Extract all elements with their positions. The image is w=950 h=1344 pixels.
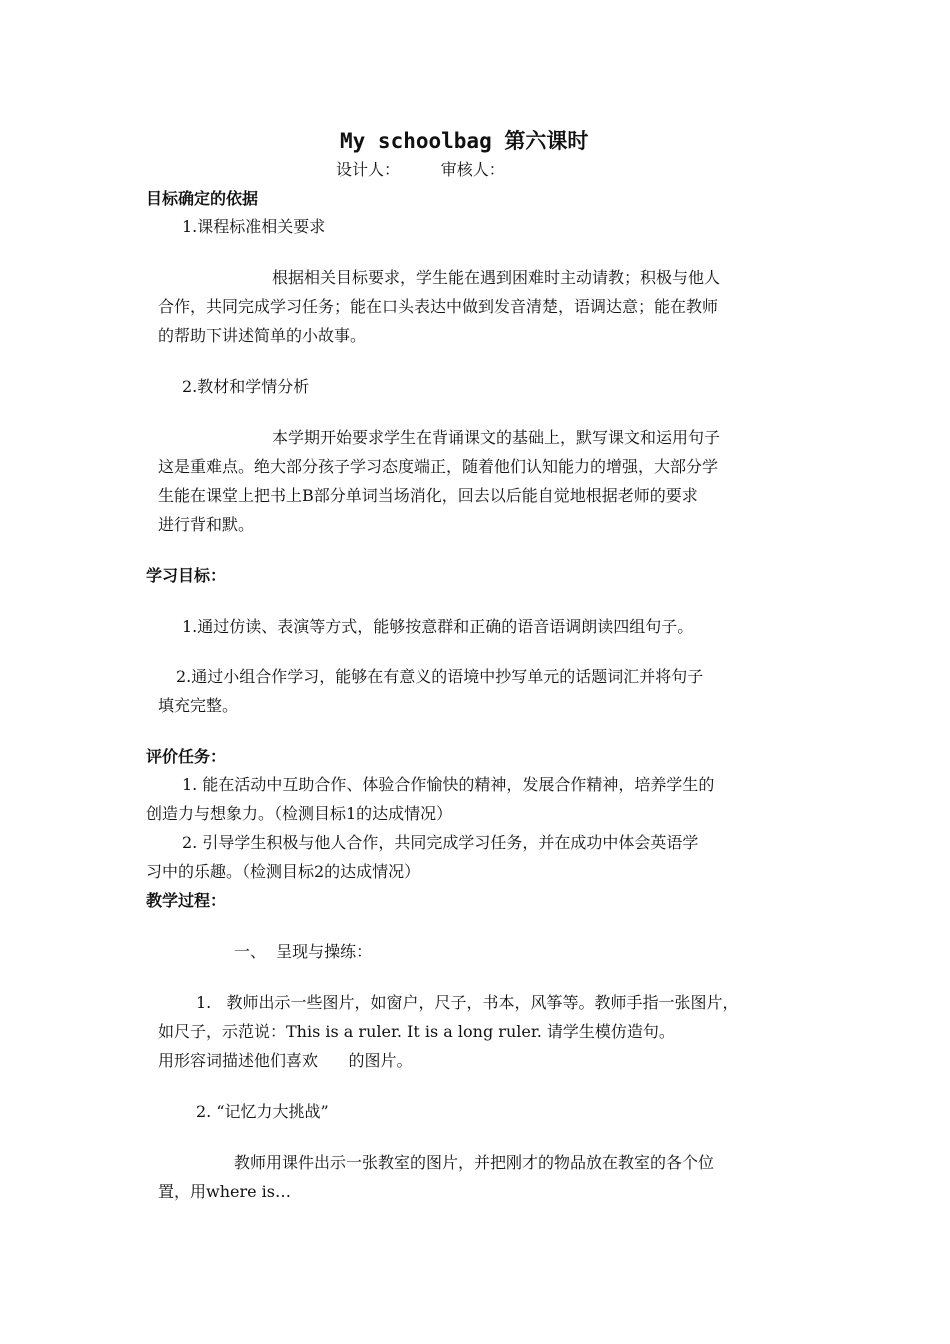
evaluation-1-line-1: 1. 能在活动中互助合作、体验合作愉快的精神，发展合作精神，培养学生的 bbox=[182, 775, 715, 794]
evaluation-1-line-2: 创造力与想象力。（检测目标1的达成情况） bbox=[146, 804, 453, 823]
process-step-1-line-1: 1. 教师出示一些图片，如窗户，尺子，书本，风筝等。教师手指一张图片， bbox=[196, 993, 739, 1012]
basis-para-2-line-4: 进行背和默。 bbox=[158, 515, 255, 534]
basis-para-1-line-2: 合作，共同完成学习任务；能在口头表达中做到发音清楚，语调达意；能在教师 bbox=[158, 297, 719, 316]
goal-2-line-2: 填充完整。 bbox=[158, 696, 239, 715]
process-section-1: 一、 呈现与操练： bbox=[234, 942, 373, 961]
page-subtitle: 设计人： 审核人： bbox=[336, 160, 505, 179]
basis-para-2-line-3: 生能在课堂上把书上B部分单词当场消化，回去以后能自觉地根据老师的要求 bbox=[158, 486, 698, 505]
page-title: My schoolbag 第六课时 bbox=[340, 129, 589, 153]
basis-para-1-line-1: 根据相关目标要求，学生能在遇到困难时主动请教；积极与他人 bbox=[272, 268, 721, 287]
basis-para-2-line-1: 本学期开始要求学生在背诵课文的基础上，默写课文和运用句子 bbox=[272, 428, 721, 447]
evaluation-heading: 评价任务： bbox=[146, 747, 227, 766]
basis-para-1-line-3: 的帮助下讲述简单的小故事。 bbox=[158, 326, 367, 345]
basis-para-2-line-2: 这是重难点。绝大部分孩子学习态度端正，随着他们认知能力的增强，大部分学 bbox=[158, 457, 719, 476]
goal-2-line-1: 2.通过小组合作学习，能够在有意义的语境中抄写单元的话题词汇并将句子 bbox=[176, 667, 704, 686]
basis-heading: 目标确定的依据 bbox=[146, 189, 259, 208]
basis-item-2: 2.教材和学情分析 bbox=[182, 377, 310, 396]
process-step-1-line-2: 如尺子，示范说：This is a ruler. It is a long ruler. 请学生模仿造句。 bbox=[158, 1022, 675, 1041]
evaluation-2-line-2: 习中的乐趣。（检测目标2的达成情况） bbox=[146, 862, 421, 881]
process-step-2-line-1: 教师用课件出示一张教室的图片，并把刚才的物品放在教室的各个位 bbox=[234, 1153, 715, 1172]
goal-1: 1.通过仿读、表演等方式，能够按意群和正确的语音语调朗读四组句子。 bbox=[182, 617, 694, 636]
process-heading: 教学过程： bbox=[146, 891, 227, 910]
process-step-2: 2. “记忆力大挑战” bbox=[196, 1102, 329, 1121]
basis-item-1: 1.课程标准相关要求 bbox=[182, 217, 326, 236]
process-step-1-line-3: 用形容词描述他们喜欢 的图片。 bbox=[158, 1051, 413, 1070]
process-step-2-line-2: 置，用where is… bbox=[158, 1182, 292, 1201]
goals-heading: 学习目标： bbox=[146, 566, 227, 585]
evaluation-2-line-1: 2. 引导学生积极与他人合作，共同完成学习任务，并在成功中体会英语学 bbox=[182, 833, 699, 852]
